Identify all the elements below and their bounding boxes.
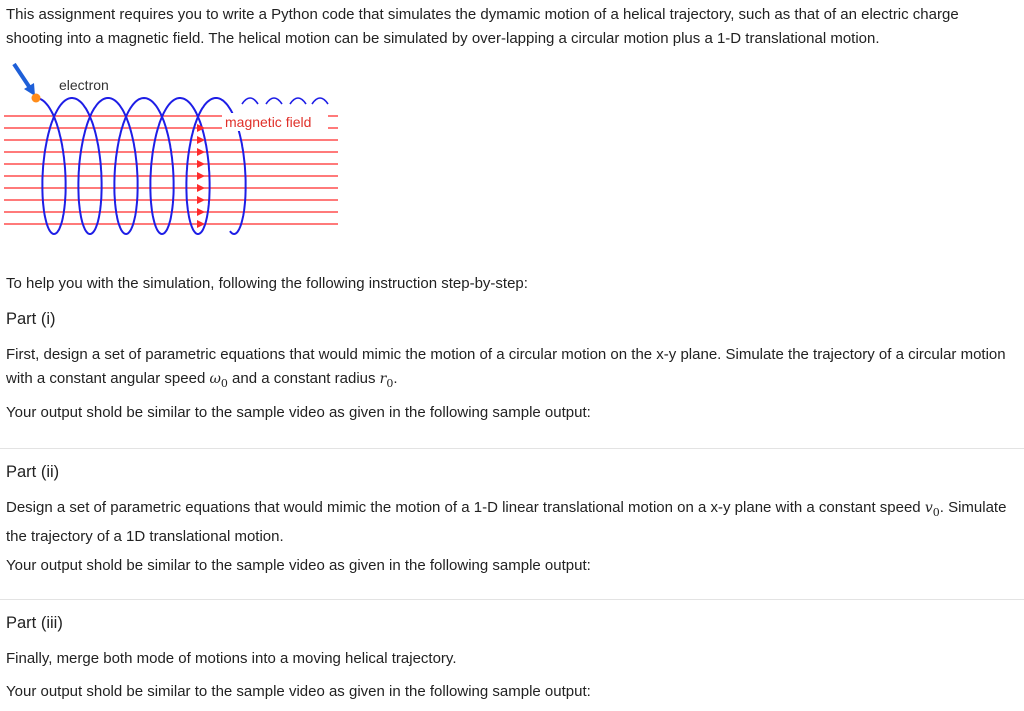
- field-direction-arrows: [197, 124, 205, 228]
- helix-arc: [242, 98, 258, 104]
- helix-arc: [312, 98, 328, 104]
- part-2-description: [6, 496, 1016, 549]
- magnetic-field-lines: [4, 116, 338, 224]
- radius-subscript: 0: [386, 376, 394, 390]
- helix-arc: [290, 98, 306, 104]
- helix-diagram: [4, 58, 344, 254]
- part-3-sample-note: Your output shold be similar to the sample video as given in the following sample output:: [6, 683, 591, 700]
- electron-arrow-shaft: [14, 64, 30, 88]
- section-divider: [0, 599, 1024, 600]
- field-arrow-icon: [197, 148, 205, 156]
- intro-paragraph: [6, 3, 1016, 51]
- part-3-description: Finally, merge both mode of motions into a moving helical trajectory.: [6, 650, 457, 667]
- speed-symbol: [924, 500, 940, 519]
- field-arrow-icon: [197, 196, 205, 204]
- helix-arc: [266, 98, 282, 104]
- part-1-desc-3: .: [393, 370, 398, 387]
- speed-subscript: 0: [932, 505, 940, 519]
- section-divider: [0, 448, 1024, 449]
- helix-curve: [36, 98, 246, 234]
- omega-symbol: [209, 371, 228, 390]
- steps-intro: To help you with the simulation, following the following instruction step-by-step:: [6, 275, 528, 292]
- part-2-sample-note: Your output shold be similar to the sample video as given in the following sample output:: [6, 557, 591, 574]
- part-1-title: Part (i): [6, 310, 56, 328]
- omega-subscript: 0: [220, 376, 228, 390]
- radius-char: r: [379, 371, 387, 387]
- part-2-title: Part (ii): [6, 463, 60, 481]
- part-2-desc-2: . Simulate the trajectory of a 1D translational motion.: [6, 499, 1007, 545]
- field-arrow-icon: [197, 184, 205, 192]
- part-1-desc-2: and a constant radius: [227, 370, 380, 387]
- part-1-description: [6, 343, 1016, 396]
- field-arrow-icon: [197, 160, 205, 168]
- part-1-sample-note: Your output shold be similar to the sample video as given in the following sample output:: [6, 404, 591, 421]
- part-2-desc-1: Design a set of parametric equations that would mimic the motion of a 1-D linear translational motion on a x-y plane with a constant speed: [6, 499, 925, 516]
- magnetic-field-label: magnetic field: [225, 114, 312, 130]
- omega-char: ω: [209, 371, 221, 387]
- field-arrow-icon: [197, 172, 205, 180]
- electron-dot: [32, 94, 41, 103]
- radius-symbol: [379, 371, 394, 390]
- intro-text: This assignment requires you to write a Python code that simulates the dymamic motion of a helical trajectory, such as that of an electric charge shooting into a magnetic field. The helical motion can be simulated by over-lapping a circular motion plus a 1-D translational motion.: [6, 6, 959, 47]
- speed-char: v: [924, 500, 933, 516]
- part-3-title: Part (iii): [6, 614, 63, 632]
- field-arrow-icon: [197, 208, 205, 216]
- electron-label: electron: [59, 77, 109, 93]
- part-1-desc-1: First, design a set of parametric equations that would mimic the motion of a circular motion on the x-y plane. Simulate the trajectory of a circular motion with a constant angular speed: [6, 346, 1006, 387]
